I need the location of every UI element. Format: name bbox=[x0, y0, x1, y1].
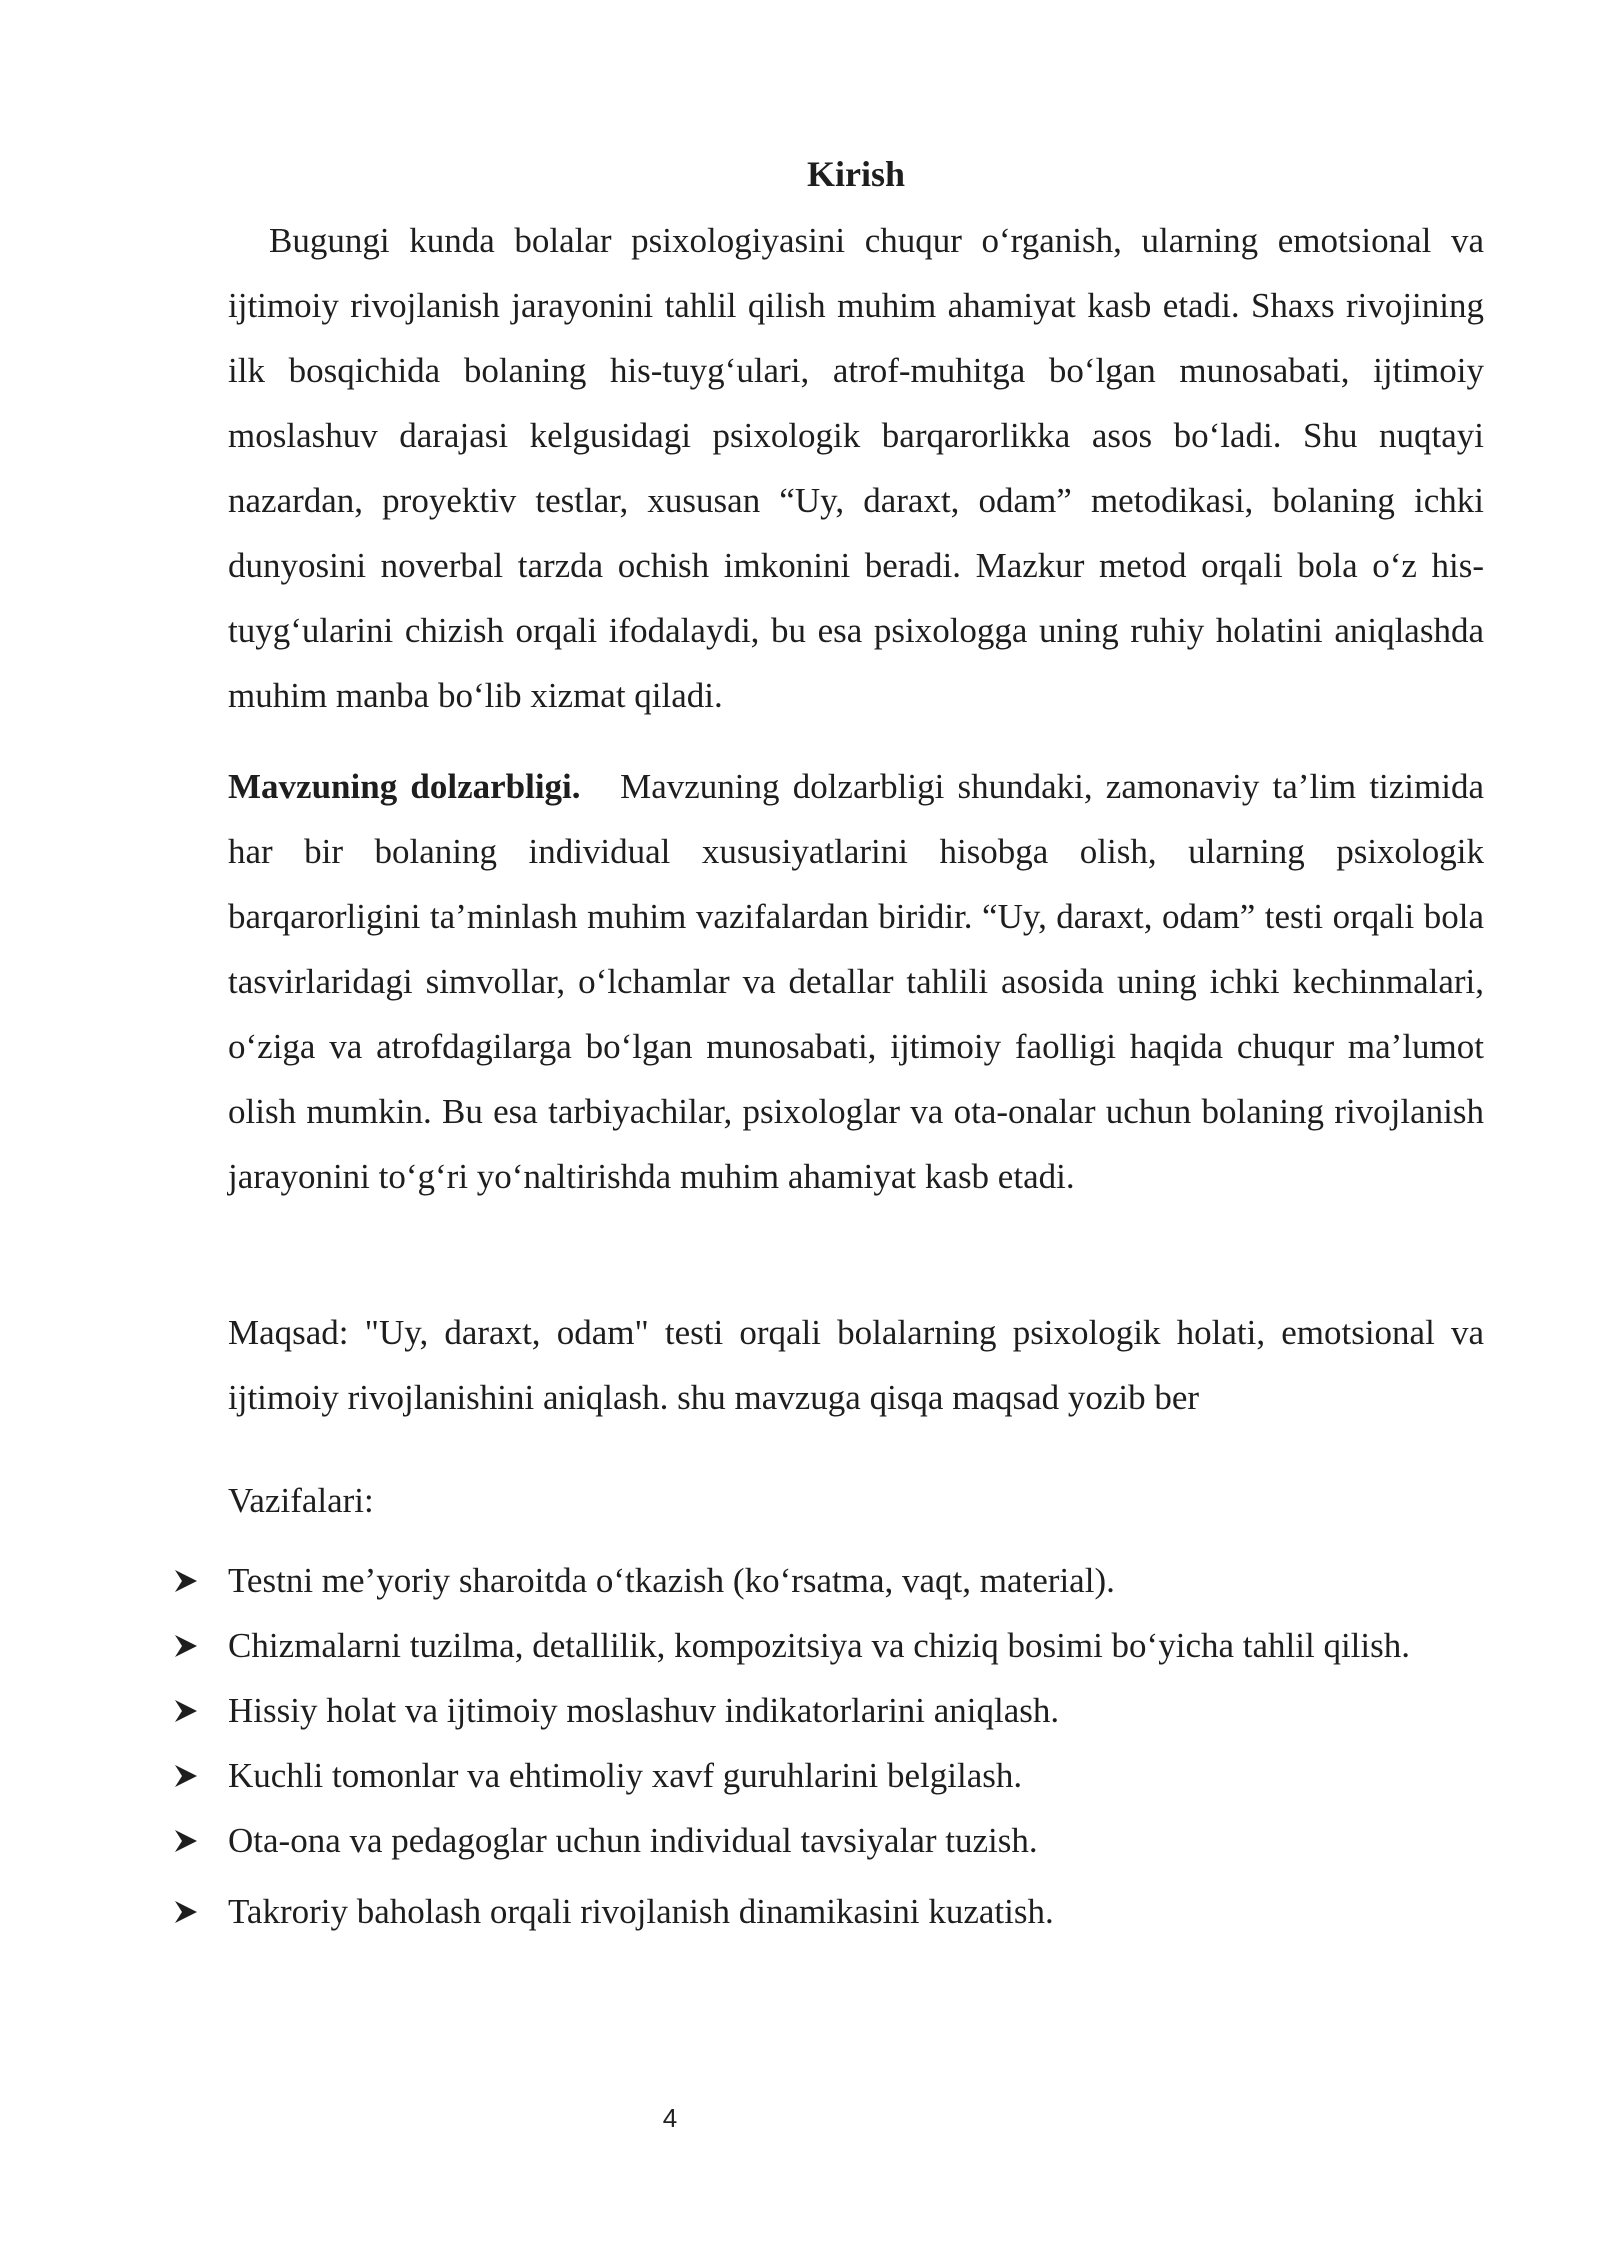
list-item bbox=[0, 1548, 1484, 1613]
task-text: Takroriy baholash orqali rivojlanish dinamikasini kuzatish. bbox=[228, 1892, 1054, 1931]
relevance-heading: Mavzuning dolzarbligi. bbox=[228, 767, 581, 806]
list-item bbox=[0, 1808, 1484, 1873]
relevance-paragraph bbox=[228, 754, 1484, 1209]
task-text: Ota-ona va pedagoglar uchun individual tavsiyalar tuzish. bbox=[228, 1821, 1038, 1860]
list-item bbox=[0, 1743, 1484, 1808]
arrowhead-bullet-icon bbox=[173, 1568, 199, 1594]
list-item bbox=[0, 1613, 1484, 1678]
arrowhead-bullet-icon bbox=[173, 1698, 199, 1724]
list-item bbox=[0, 1879, 1484, 1944]
arrowhead-bullet-icon bbox=[173, 1899, 199, 1925]
section-title: Kirish bbox=[806, 154, 905, 194]
goal-paragraph: Maqsad: "Uy, daraxt, odam" testi orqali bolalarning psixologik holati, emotsional va ijtimoiy rivojlanishini aniqlash. shu mavzuga qisqa maqsad yozib ber bbox=[228, 1313, 1484, 1417]
task-text: Testni me’yoriy sharoitda o‘tkazish (ko‘rsatma, vaqt, material). bbox=[228, 1561, 1115, 1600]
arrowhead-bullet-icon bbox=[173, 1828, 199, 1854]
page-number: 4 bbox=[662, 2103, 678, 2133]
relevance-text: Mavzuning dolzarbligi shundaki, zamonaviy ta’lim tizimida har bir bolaning individual xususiyatlarini hisobga olish, ularning psixologik barqarorligini ta’minlash muhim vazifalardan biridir. “Uy, daraxt, odam” testi orqali bola tasvirlaridagi simvollar, o‘lchamlar va detallar tahlili asosida uning ichki kechinmalari, o‘ziga va atrofdagilarga bo‘lgan munosabati, ijtimoiy faolligi haqida chuqur ma’lumot olish mumkin. Bu esa tarbiyachilar, psixologlar va ota-onalar uchun bolaning rivojlanish jarayonini to‘g‘ri yo‘naltirishda muhim ahamiyat kasb etadi. bbox=[228, 767, 1485, 1196]
task-text: Chizmalarni tuzilma, detallilik, kompozitsiya va chiziq bosimi bo‘yicha tahlil qilish. bbox=[228, 1626, 1410, 1665]
intro-paragraph: Bugungi kunda bolalar psixologiyasini chuqur o‘rganish, ularning emotsional va ijtimoiy rivojlanish jarayonini tahlil qilish muhim ahamiyat kasb etadi. Shaxs rivojining ilk bosqichida bolaning his-tuyg‘ulari, atrof-muhitga bo‘lgan munosabati, ijtimoiy moslashuv darajasi kelgusidagi psixologik barqarorlikka asos bo‘ladi. Shu nuqtayi nazardan, proyektiv testlar, xususan “Uy, daraxt, odam” metodikasi, bolaning ichki dunyosini noverbal tarzda ochish imkonini beradi. Mazkur metod orqali bola o‘z his-tuyg‘ularini chizish orqali ifodalaydi, bu esa psixologga uning ruhiy holatini aniqlashda muhim manba bo‘lib xizmat qiladi. bbox=[228, 221, 1484, 715]
tasks-label: Vazifalari: bbox=[228, 1481, 374, 1520]
tasks-list bbox=[0, 1548, 1600, 1944]
task-text: Hissiy holat va ijtimoiy moslashuv indikatorlarini aniqlash. bbox=[228, 1691, 1060, 1730]
arrowhead-bullet-icon bbox=[173, 1633, 199, 1659]
list-item bbox=[0, 1678, 1484, 1743]
task-text: Kuchli tomonlar va ehtimoliy xavf guruhlarini belgilash. bbox=[228, 1756, 1023, 1795]
arrowhead-bullet-icon bbox=[173, 1763, 199, 1789]
